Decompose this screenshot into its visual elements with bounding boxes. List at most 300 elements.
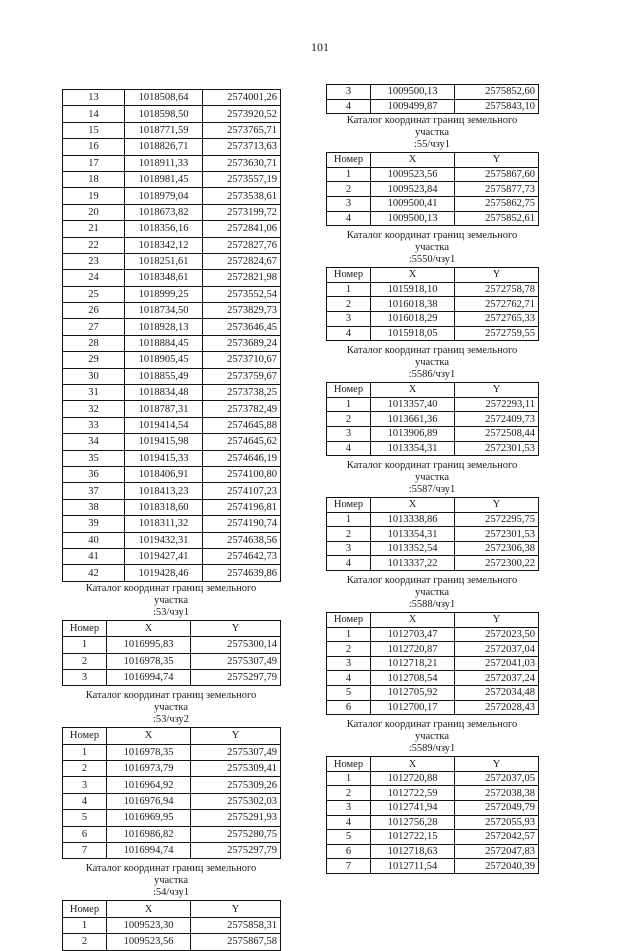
y-coordinate-cell: 2574645,88: [203, 417, 281, 433]
header-number: Номер: [63, 620, 107, 636]
header-x: X: [371, 153, 455, 168]
x-coordinate-cell: 1019415,33: [125, 450, 203, 466]
y-coordinate-cell: 2572306,38: [455, 541, 539, 556]
table-row: [327, 211, 539, 226]
table-header-row: [327, 268, 539, 283]
y-coordinate-cell: 2572841,06: [203, 221, 281, 237]
x-coordinate-cell: 1018348,61: [125, 270, 203, 286]
y-coordinate-cell: 2575302,03: [191, 793, 281, 809]
y-coordinate-cell: 2573538,61: [203, 188, 281, 204]
table-header-row: [327, 383, 539, 398]
catalog-caption: [62, 863, 280, 899]
x-coordinate-cell: 1018979,04: [125, 188, 203, 204]
point-number-cell: 23: [63, 253, 125, 269]
x-coordinate-cell: 1016973,79: [107, 761, 191, 777]
y-coordinate-cell: 2572295,75: [455, 512, 539, 527]
y-coordinate-cell: 2572301,53: [455, 441, 539, 456]
table-row: [63, 450, 281, 466]
header-number: Номер: [327, 383, 371, 398]
point-number-cell: 1: [327, 771, 371, 786]
parcel-id-label: :53/чзу1: [152, 606, 190, 618]
point-number-cell: 7: [63, 843, 107, 859]
caption-line: участка: [153, 702, 189, 714]
catalog-caption: [326, 230, 538, 266]
x-coordinate-cell: 1009499,87: [371, 99, 455, 114]
table-row: [327, 859, 539, 874]
point-number-cell: 1: [327, 282, 371, 297]
continued-table-body: [327, 85, 539, 114]
caption-line: Каталог координат границ земельного: [346, 230, 518, 242]
x-coordinate-cell: 1009500,41: [371, 196, 455, 211]
y-coordinate-cell: 2572301,53: [455, 527, 539, 542]
point-number-cell: 3: [327, 801, 371, 816]
parcel-id-label: :5550/чзу1: [408, 254, 456, 266]
y-coordinate-cell: 2573630,71: [203, 155, 281, 171]
catalog-caption: [326, 719, 538, 755]
table-row: [63, 417, 281, 433]
table-row: [63, 303, 281, 319]
point-number-cell: 3: [63, 777, 107, 793]
point-number-cell: 4: [327, 556, 371, 571]
y-coordinate-cell: 2572293,11: [455, 397, 539, 412]
continued-coordinate-table: [326, 84, 539, 114]
parcel-id-label: :54/чзу1: [152, 887, 190, 899]
y-coordinate-cell: 2575309,26: [191, 777, 281, 793]
table-row: [63, 204, 281, 220]
table-row: [63, 744, 281, 760]
point-number-cell: 1: [327, 512, 371, 527]
table-row: [327, 686, 539, 701]
point-number-cell: 20: [63, 204, 125, 220]
point-number-cell: 3: [327, 311, 371, 326]
header-x: X: [371, 613, 455, 628]
point-number-cell: 30: [63, 368, 125, 384]
y-coordinate-cell: 2575280,75: [191, 826, 281, 842]
y-coordinate-cell: 2574196,81: [203, 499, 281, 515]
caption-line: участка: [153, 594, 189, 606]
y-coordinate-cell: 2575297,79: [191, 669, 281, 685]
y-coordinate-cell: 2575309,41: [191, 761, 281, 777]
y-coordinate-cell: 2572827,76: [203, 237, 281, 253]
header-y: Y: [455, 498, 539, 513]
caption-line: Каталог координат границ земельного: [85, 863, 257, 875]
y-coordinate-cell: 2575852,60: [455, 85, 539, 100]
point-number-cell: 21: [63, 221, 125, 237]
point-number-cell: 5: [327, 830, 371, 845]
y-coordinate-cell: 2575291,93: [191, 810, 281, 826]
x-coordinate-cell: 1018884,45: [125, 335, 203, 351]
point-number-cell: 28: [63, 335, 125, 351]
x-coordinate-cell: 1012720,87: [371, 642, 455, 657]
parcel-coordinate-table: [62, 727, 281, 859]
table-row: [63, 401, 281, 417]
y-coordinate-cell: 2574107,23: [203, 483, 281, 499]
caption-line: Каталог координат границ земельного: [346, 719, 518, 731]
table-row: [63, 499, 281, 515]
y-coordinate-cell: 2575300,14: [191, 637, 281, 653]
header-number: Номер: [327, 268, 371, 283]
table-row: [63, 286, 281, 302]
header-y: Y: [455, 383, 539, 398]
table-row: [327, 196, 539, 211]
table-header-row: [63, 620, 281, 636]
x-coordinate-cell: 1018999,25: [125, 286, 203, 302]
y-coordinate-cell: 2572042,57: [455, 830, 539, 845]
parcel-catalog-block: [62, 863, 280, 950]
table-row: [63, 368, 281, 384]
point-number-cell: 14: [63, 106, 125, 122]
y-coordinate-cell: 2572821,98: [203, 270, 281, 286]
point-number-cell: 4: [327, 99, 371, 114]
table-header-row: [63, 728, 281, 744]
x-coordinate-cell: 1013906,89: [371, 426, 455, 441]
y-coordinate-cell: 2572759,55: [455, 326, 539, 341]
parcel-catalog-block: [326, 230, 538, 344]
table-row: [327, 771, 539, 786]
point-number-cell: 3: [327, 85, 371, 100]
point-number-cell: 3: [327, 656, 371, 671]
x-coordinate-cell: 1018342,12: [125, 237, 203, 253]
header-y: Y: [191, 728, 281, 744]
caption-line: Каталог координат границ земельного: [85, 582, 257, 594]
table-row: [63, 483, 281, 499]
point-number-cell: 1: [327, 397, 371, 412]
catalog-caption: [62, 690, 280, 726]
parcel-coordinate-table: [326, 152, 539, 226]
caption-line: участка: [414, 587, 450, 599]
point-number-cell: 6: [327, 844, 371, 859]
y-coordinate-cell: 2572040,39: [455, 859, 539, 874]
table-row: [327, 282, 539, 297]
point-number-cell: 17: [63, 155, 125, 171]
y-coordinate-cell: 2574639,86: [203, 565, 281, 581]
point-number-cell: 29: [63, 352, 125, 368]
header-y: Y: [455, 268, 539, 283]
y-coordinate-cell: 2573713,63: [203, 139, 281, 155]
y-coordinate-cell: 2574190,74: [203, 516, 281, 532]
table-header-row: [327, 153, 539, 168]
point-number-cell: 26: [63, 303, 125, 319]
table-row: [327, 397, 539, 412]
left-blocks: [62, 583, 280, 951]
point-number-cell: 2: [327, 642, 371, 657]
point-number-cell: 5: [327, 686, 371, 701]
y-coordinate-cell: 2575867,60: [455, 167, 539, 182]
x-coordinate-cell: 1018508,64: [125, 90, 203, 106]
parcel-id-label: :5589/чзу1: [408, 743, 456, 755]
table-row: [63, 385, 281, 401]
point-number-cell: 2: [327, 527, 371, 542]
y-coordinate-cell: 2574646,19: [203, 450, 281, 466]
x-coordinate-cell: 1013357,40: [371, 397, 455, 412]
table-row: [327, 182, 539, 197]
parcel-coordinate-table: [62, 620, 281, 687]
caption-line: Каталог координат границ земельного: [346, 460, 518, 472]
table-row: [63, 810, 281, 826]
header-number: Номер: [327, 613, 371, 628]
y-coordinate-cell: 2572037,04: [455, 642, 539, 657]
x-coordinate-cell: 1019428,46: [125, 565, 203, 581]
point-number-cell: 2: [327, 786, 371, 801]
x-coordinate-cell: 1016995,83: [107, 637, 191, 653]
table-row: [63, 106, 281, 122]
table-row: [63, 253, 281, 269]
parcel-catalog-block: [326, 460, 538, 574]
table-row: [63, 843, 281, 859]
table-row: [63, 90, 281, 106]
catalog-caption: [62, 583, 280, 619]
x-coordinate-cell: 1015918,05: [371, 326, 455, 341]
x-coordinate-cell: 1013337,22: [371, 556, 455, 571]
header-y: Y: [455, 613, 539, 628]
x-coordinate-cell: 1019432,31: [125, 532, 203, 548]
point-number-cell: 34: [63, 434, 125, 450]
y-coordinate-cell: 2575858,31: [191, 917, 281, 933]
parcel-id-label: :55/чзу1: [413, 139, 451, 151]
y-coordinate-cell: 2572758,78: [455, 282, 539, 297]
y-coordinate-cell: 2574001,26: [203, 90, 281, 106]
table-row: [327, 297, 539, 312]
table-row: [63, 270, 281, 286]
caption-line: участка: [414, 731, 450, 743]
header-y: Y: [455, 153, 539, 168]
caption-line: участка: [414, 242, 450, 254]
y-coordinate-cell: 2572049,79: [455, 801, 539, 816]
table-row: [63, 335, 281, 351]
y-coordinate-cell: 2573920,52: [203, 106, 281, 122]
catalog-caption: [326, 460, 538, 496]
x-coordinate-cell: 1016969,95: [107, 810, 191, 826]
y-coordinate-cell: 2575843,10: [455, 99, 539, 114]
table-row: [63, 237, 281, 253]
table-row: [327, 326, 539, 341]
y-coordinate-cell: 2573689,24: [203, 335, 281, 351]
table-row: [327, 815, 539, 830]
point-number-cell: 2: [63, 761, 107, 777]
x-coordinate-cell: 1013661,36: [371, 412, 455, 427]
point-number-cell: 4: [327, 671, 371, 686]
x-coordinate-cell: 1018911,33: [125, 155, 203, 171]
table-row: [63, 934, 281, 950]
x-coordinate-cell: 1012718,21: [371, 656, 455, 671]
y-coordinate-cell: 2574100,80: [203, 466, 281, 482]
parcel-catalog-block: [62, 583, 280, 690]
point-number-cell: 38: [63, 499, 125, 515]
caption-line: участка: [153, 875, 189, 887]
y-coordinate-cell: 2573759,67: [203, 368, 281, 384]
parcel-id-label: :5588/чзу1: [408, 599, 456, 611]
main-table-body: [63, 90, 281, 582]
x-coordinate-cell: 1012705,92: [371, 686, 455, 701]
y-coordinate-cell: 2572824,67: [203, 253, 281, 269]
point-number-cell: 2: [327, 297, 371, 312]
table-row: [63, 434, 281, 450]
y-coordinate-cell: 2575852,61: [455, 211, 539, 226]
x-coordinate-cell: 1019427,41: [125, 548, 203, 564]
table-row: [63, 516, 281, 532]
x-coordinate-cell: 1016964,92: [107, 777, 191, 793]
table-row: [327, 311, 539, 326]
header-x: X: [371, 268, 455, 283]
parcel-coordinate-table: [326, 382, 539, 456]
x-coordinate-cell: 1018826,71: [125, 139, 203, 155]
y-coordinate-cell: 2572037,24: [455, 671, 539, 686]
catalog-caption: [326, 345, 538, 381]
table-row: [327, 426, 539, 441]
x-coordinate-cell: 1018905,45: [125, 352, 203, 368]
table-row: [63, 139, 281, 155]
table-row: [327, 844, 539, 859]
x-coordinate-cell: 1012722,59: [371, 786, 455, 801]
header-x: X: [107, 901, 191, 917]
x-coordinate-cell: 1015918,10: [371, 282, 455, 297]
point-number-cell: 40: [63, 532, 125, 548]
table-row: [63, 565, 281, 581]
header-x: X: [107, 620, 191, 636]
point-number-cell: 31: [63, 385, 125, 401]
y-coordinate-cell: 2575307,49: [191, 653, 281, 669]
table-row: [63, 826, 281, 842]
table-row: [327, 99, 539, 114]
x-coordinate-cell: 1018734,50: [125, 303, 203, 319]
y-coordinate-cell: 2573710,67: [203, 352, 281, 368]
x-coordinate-cell: 1009523,56: [107, 934, 191, 950]
y-coordinate-cell: 2574642,73: [203, 548, 281, 564]
point-number-cell: 2: [63, 934, 107, 950]
y-coordinate-cell: 2572028,43: [455, 700, 539, 715]
y-coordinate-cell: 2572055,93: [455, 815, 539, 830]
table-row: [327, 801, 539, 816]
y-coordinate-cell: 2574645,62: [203, 434, 281, 450]
y-coordinate-cell: 2572041,03: [455, 656, 539, 671]
parcel-id-label: :53/чзу2: [152, 714, 190, 726]
point-number-cell: 1: [63, 637, 107, 653]
table-row: [63, 319, 281, 335]
table-row: [63, 917, 281, 933]
point-number-cell: 2: [327, 412, 371, 427]
catalog-caption: [326, 575, 538, 611]
point-number-cell: 6: [63, 826, 107, 842]
parcel-coordinate-table: [326, 497, 539, 571]
parcel-catalog-block: [326, 115, 538, 229]
table-row: [63, 221, 281, 237]
point-number-cell: 27: [63, 319, 125, 335]
table-row: [63, 669, 281, 685]
point-number-cell: 37: [63, 483, 125, 499]
table-row: [63, 352, 281, 368]
y-coordinate-cell: 2573738,25: [203, 385, 281, 401]
point-number-cell: 1: [63, 744, 107, 760]
y-coordinate-cell: 2572409,73: [455, 412, 539, 427]
point-number-cell: 13: [63, 90, 125, 106]
point-number-cell: 1: [327, 627, 371, 642]
page-number: 101: [311, 40, 329, 54]
table-row: [327, 642, 539, 657]
x-coordinate-cell: 1016978,35: [107, 653, 191, 669]
table-row: [327, 556, 539, 571]
x-coordinate-cell: 1009500,13: [371, 211, 455, 226]
x-coordinate-cell: 1009523,56: [371, 167, 455, 182]
x-coordinate-cell: 1013338,86: [371, 512, 455, 527]
table-row: [327, 627, 539, 642]
caption-line: Каталог координат границ земельного: [346, 575, 518, 587]
table-row: [63, 532, 281, 548]
point-number-cell: 1: [63, 917, 107, 933]
table-row: [63, 761, 281, 777]
x-coordinate-cell: 1012700,17: [371, 700, 455, 715]
point-number-cell: 1: [327, 167, 371, 182]
table-row: [327, 512, 539, 527]
point-number-cell: 3: [327, 196, 371, 211]
x-coordinate-cell: 1018834,48: [125, 385, 203, 401]
point-number-cell: 6: [327, 700, 371, 715]
x-coordinate-cell: 1018356,16: [125, 221, 203, 237]
x-coordinate-cell: 1018413,23: [125, 483, 203, 499]
parcel-coordinate-table: [326, 756, 539, 874]
table-row: [327, 412, 539, 427]
y-coordinate-cell: 2575867,58: [191, 934, 281, 950]
table-row: [63, 171, 281, 187]
x-coordinate-cell: 1012718,63: [371, 844, 455, 859]
point-number-cell: 2: [63, 653, 107, 669]
point-number-cell: 25: [63, 286, 125, 302]
x-coordinate-cell: 1018598,50: [125, 106, 203, 122]
table-row: [327, 671, 539, 686]
table-row: [63, 122, 281, 138]
table-row: [63, 188, 281, 204]
x-coordinate-cell: 1012708,54: [371, 671, 455, 686]
x-coordinate-cell: 1018251,61: [125, 253, 203, 269]
x-coordinate-cell: 1019415,98: [125, 434, 203, 450]
x-coordinate-cell: 1013354,31: [371, 527, 455, 542]
x-coordinate-cell: 1012703,47: [371, 627, 455, 642]
x-coordinate-cell: 1016986,82: [107, 826, 191, 842]
x-coordinate-cell: 1016018,29: [371, 311, 455, 326]
x-coordinate-cell: 1012756,28: [371, 815, 455, 830]
point-number-cell: 4: [327, 441, 371, 456]
y-coordinate-cell: 2572023,50: [455, 627, 539, 642]
parcel-catalog-block: [326, 345, 538, 459]
x-coordinate-cell: 1016018,38: [371, 297, 455, 312]
point-number-cell: 42: [63, 565, 125, 581]
right-column: [326, 84, 538, 874]
table-header-row: [327, 498, 539, 513]
header-y: Y: [455, 757, 539, 772]
y-coordinate-cell: 2572762,71: [455, 297, 539, 312]
parcel-catalog-block: [326, 575, 538, 718]
parcel-coordinate-table: [62, 900, 281, 950]
parcel-id-label: :5586/чзу1: [408, 369, 456, 381]
table-row: [327, 656, 539, 671]
x-coordinate-cell: 1019414,54: [125, 417, 203, 433]
point-number-cell: 3: [63, 669, 107, 685]
parcel-coordinate-table: [326, 267, 539, 341]
table-header-row: [327, 757, 539, 772]
y-coordinate-cell: 2573782,49: [203, 401, 281, 417]
table-header-row: [63, 901, 281, 917]
table-row: [327, 85, 539, 100]
y-coordinate-cell: 2572038,38: [455, 786, 539, 801]
y-coordinate-cell: 2573765,71: [203, 122, 281, 138]
table-row: [63, 155, 281, 171]
y-coordinate-cell: 2575297,79: [191, 843, 281, 859]
table-row: [327, 527, 539, 542]
caption-line: Каталог координат границ земельного: [346, 115, 518, 127]
header-number: Номер: [327, 757, 371, 772]
y-coordinate-cell: 2573552,54: [203, 286, 281, 302]
y-coordinate-cell: 2574638,56: [203, 532, 281, 548]
x-coordinate-cell: 1009500,13: [371, 85, 455, 100]
